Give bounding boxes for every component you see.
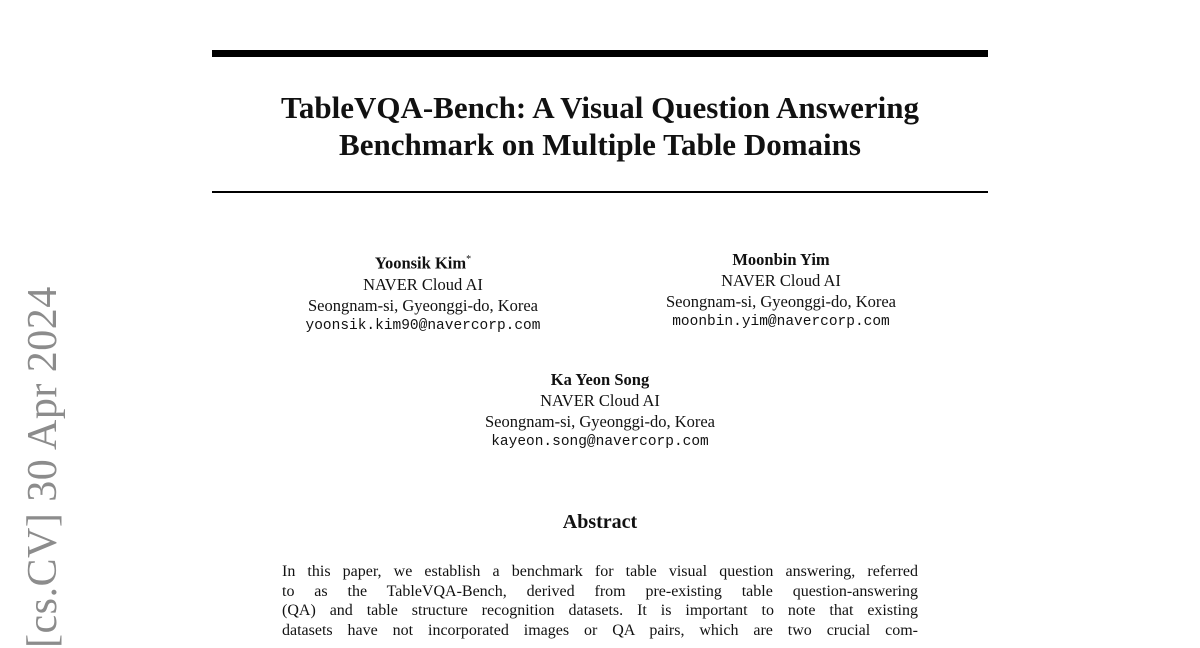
abstract-line: datasets have not incorporated images or QA pairs, which are two crucial com- [282,621,918,639]
author-block-yoonsik-kim [272,249,574,337]
author-email: kayeon.song@navercorp.com [491,434,709,450]
author-email: yoonsik.kim90@navercorp.com [305,317,541,334]
title-top-rule [212,50,988,57]
corresponding-author-mark: * [466,254,472,265]
abstract-body [282,562,918,640]
author-affiliation: NAVER Cloud AI [363,274,483,294]
author-name: Yoonsik Kim* [374,253,472,273]
author-location: Seongnam-si, Gyeonggi-do, Korea [307,295,539,315]
author-name: Ka Yeon Song [550,370,650,389]
author-location: Seongnam-si, Gyeonggi-do, Korea [484,412,716,431]
title-bottom-rule [212,191,988,193]
abstract-line: to as the TableVQA-Bench, derived from pre-existing table question-answering [282,582,918,600]
author-name: Moonbin Yim [732,250,830,269]
author-block-ka-yeon-song [449,369,751,453]
arxiv-side-stamp: [cs.CV] 30 Apr 2024 [20,286,66,648]
abstract-line: In this paper, we establish a benchmark for table visual question answering, referred [282,563,918,580]
title-line: Benchmark on Multiple Table Domains [339,127,861,162]
author-location: Seongnam-si, Gyeonggi-do, Korea [665,292,897,311]
title-line: TableVQA-Bench: A Visual Question Answering [281,90,919,125]
author-affiliation: NAVER Cloud AI [721,271,841,290]
abstract-heading: Abstract [562,511,638,533]
abstract-line: (QA) and table structure recognition datasets. It is important to note that existing [282,602,918,619]
paper-title [212,89,988,163]
author-block-moonbin-yim [630,249,932,333]
author-affiliation: NAVER Cloud AI [540,391,660,410]
author-email: moonbin.yim@navercorp.com [672,314,890,330]
